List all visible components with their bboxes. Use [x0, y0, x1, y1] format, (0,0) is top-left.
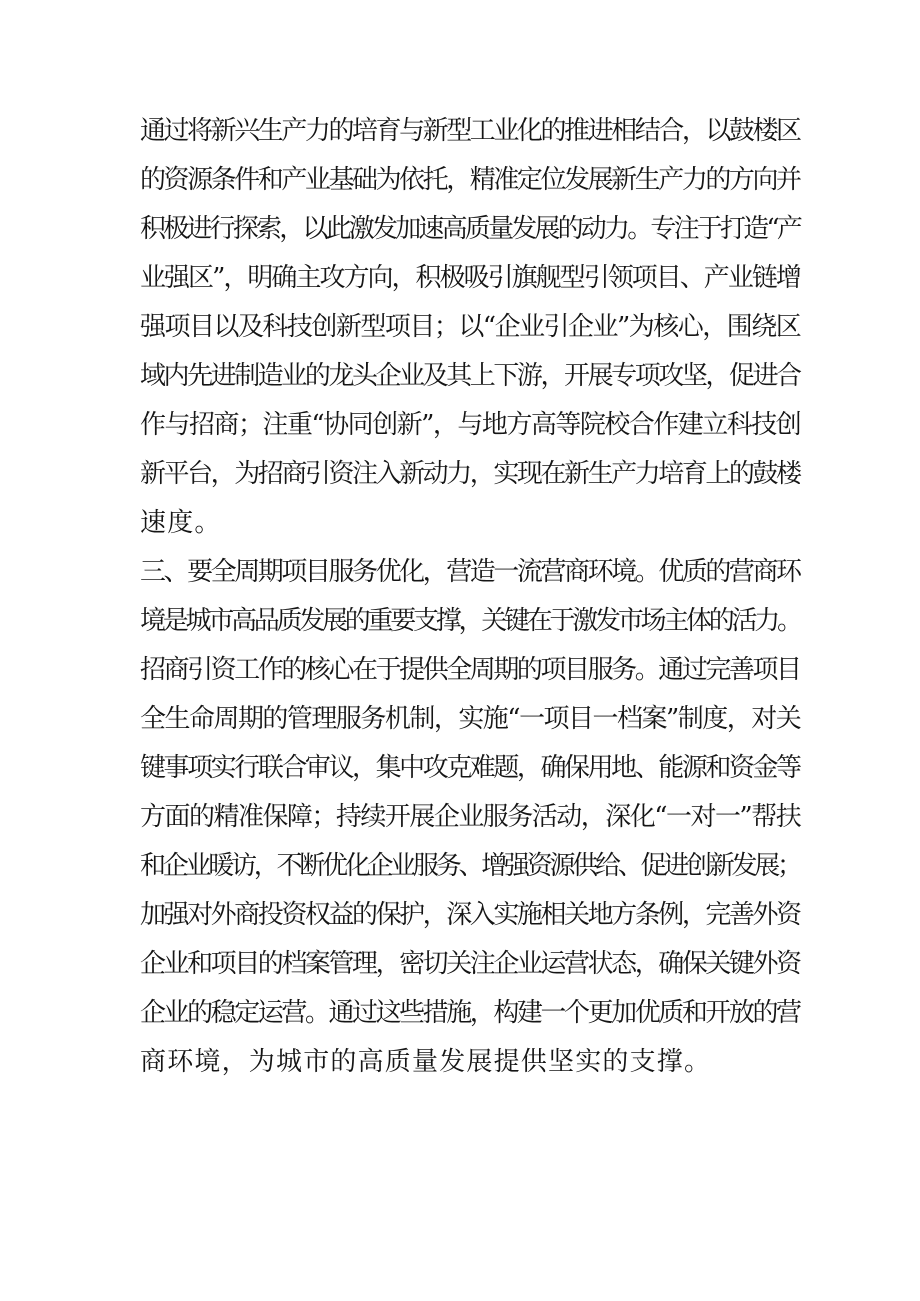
text-line: 速度。: [140, 508, 222, 538]
text-line: 全生命周期的管理服务机制，实施“一项目一档案”制度，对关: [140, 704, 801, 734]
text-line: 新平台，为招商引资注入新动力，实现在新生产力培育上的鼓楼: [140, 459, 800, 489]
text-line: 企业和项目的档案管理，密切关注企业运营状态，确保关键外资: [140, 949, 800, 979]
text-line: 招商引资工作的核心在于提供全周期的项目服务。通过完善项目: [140, 655, 800, 685]
text-line: 商环境，为城市的高质量发展提供坚实的支撑。: [140, 1047, 712, 1077]
text-line: 积极进行探索，以此激发加速高质量发展的动力。专注于打造“产: [140, 214, 801, 244]
text-line: 作与招商；注重“协同创新”，与地方高等院校合作建立科技创: [140, 410, 801, 440]
text-line: 和企业暖访，不断优化企业服务、增强资源供给、促进创新发展；: [140, 851, 800, 881]
text-line: 方面的精准保障；持续开展企业服务活动，深化“一对一”帮扶: [140, 802, 801, 832]
text-line: 键事项实行联合审议，集中攻克难题，确保用地、能源和资金等: [140, 753, 800, 783]
text-line: 境是城市高品质发展的重要支撑，关键在于激发市场主体的活力。: [140, 606, 800, 636]
section-heading-line: 三、要全周期项目服务优化，营造一流营商环境。优质的营商环: [140, 557, 800, 587]
text-line: 强项目以及科技创新型项目；以“企业引企业”为核心，围绕区: [140, 312, 801, 342]
text-line: 的资源条件和产业基础为依托，精准定位发展新生产力的方向并: [140, 165, 800, 195]
text-line: 域内先进制造业的龙头企业及其上下游，开展专项攻坚，促进合: [140, 361, 800, 391]
text-line: 业强区”，明确主攻方向，积极吸引旗舰型引领项目、产业链增: [140, 263, 800, 293]
text-line: 通过将新兴生产力的培育与新型工业化的推进相结合，以鼓楼区: [140, 116, 800, 146]
text-line: 企业的稳定运营。通过这些措施，构建一个更加优质和开放的营: [140, 998, 800, 1028]
text-line: 加强对外商投资权益的保护，深入实施相关地方条例，完善外资: [140, 900, 800, 930]
